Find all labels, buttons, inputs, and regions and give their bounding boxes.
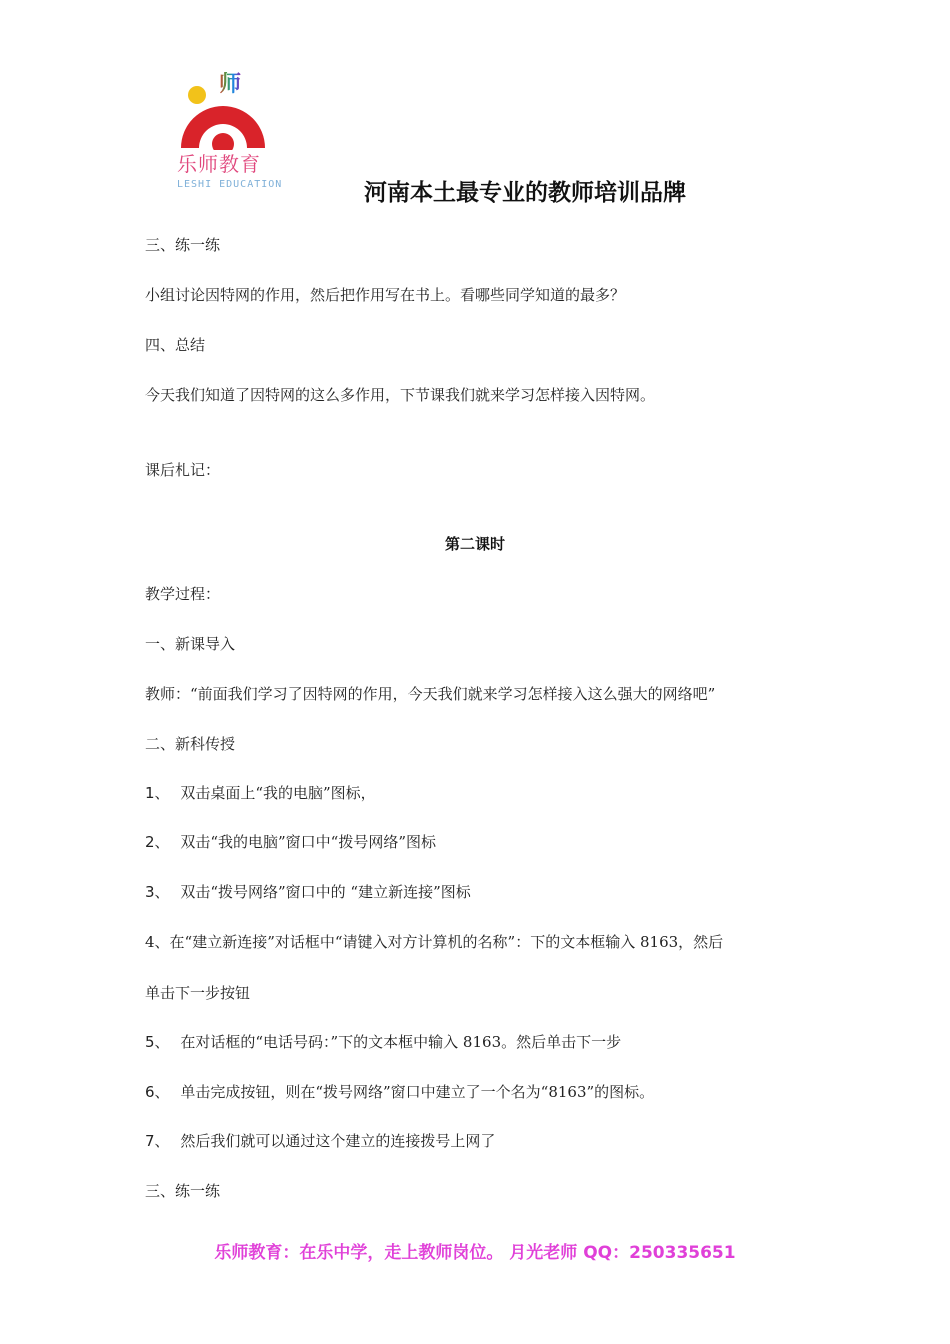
- step-text: 单击完成按钮，则在“拨号网络”窗口中建立了一个名为“8163”的图标。: [180, 1083, 655, 1101]
- step-item: [145, 1081, 654, 1103]
- step-text: 然后我们就可以通过这个建立的连接拨号上网了: [180, 1132, 496, 1150]
- footer-slogan: 乐师教育：在乐中学，走上教师岗位。 月光老师 QQ：250335651: [214, 1243, 736, 1263]
- section-practice: 三、练一练: [145, 236, 221, 254]
- step-number: 6、: [145, 1083, 170, 1101]
- step-item: [145, 1031, 621, 1053]
- step-number: 7、: [145, 1132, 170, 1150]
- paragraph-discussion: 小组讨论因特网的作用，然后把作用写在书上。看哪些同学知道的最多？: [145, 286, 626, 304]
- notes-label: 课后札记：: [145, 461, 221, 479]
- logo-mark: 师: [219, 72, 242, 97]
- step-number: 3、: [145, 883, 170, 901]
- logo-brand-cn: 乐师教育: [177, 152, 261, 176]
- step-number: 5、: [145, 1033, 170, 1051]
- logo-brand-en: LESHI EDUCATION: [177, 179, 283, 190]
- header-title: 河南本土最专业的教师培训品牌: [364, 179, 686, 206]
- step-item-line2: 单击下一步按钮: [145, 984, 251, 1002]
- step-number: 1、: [145, 784, 170, 802]
- step-text: 双击桌面上“我的电脑”图标，: [180, 784, 376, 802]
- step-item: [145, 1130, 495, 1152]
- step-text: 双击“拨号网络”窗口中的 “建立新连接”图标: [180, 883, 471, 901]
- section-new-lesson: 二、新科传授: [145, 735, 236, 753]
- step-item: [145, 831, 436, 853]
- step-item: [145, 881, 471, 903]
- step-item-line1: 4、在“建立新连接”对话框中“请键入对方计算机的名称”：下的文本框输入 8163，然后: [145, 933, 724, 951]
- teacher-quote: 教师：“前面我们学习了因特网的作用，今天我们就来学习怎样接入这么强大的网络吧”: [145, 685, 716, 703]
- step-number: 2、: [145, 833, 170, 851]
- section-summary: 四、总结: [145, 336, 206, 354]
- lesson-title: 第二课时: [444, 535, 505, 553]
- leshi-logo: [175, 72, 285, 194]
- step-text: 双击“我的电脑”窗口中“拨号网络”图标: [180, 833, 437, 851]
- step-item: [145, 782, 376, 804]
- section-intro: 一、新课导入: [145, 635, 236, 653]
- step-text: 在对话框的“电话号码：”下的文本框中输入 8163。然后单击下一步: [180, 1033, 622, 1051]
- logo-arc-icon: [175, 98, 271, 150]
- paragraph-summary: 今天我们知道了因特网的这么多作用，下节课我们就来学习怎样接入因特网。: [145, 386, 656, 404]
- section-practice-2: 三、练一练: [145, 1182, 221, 1200]
- teaching-process-label: 教学过程：: [145, 585, 221, 603]
